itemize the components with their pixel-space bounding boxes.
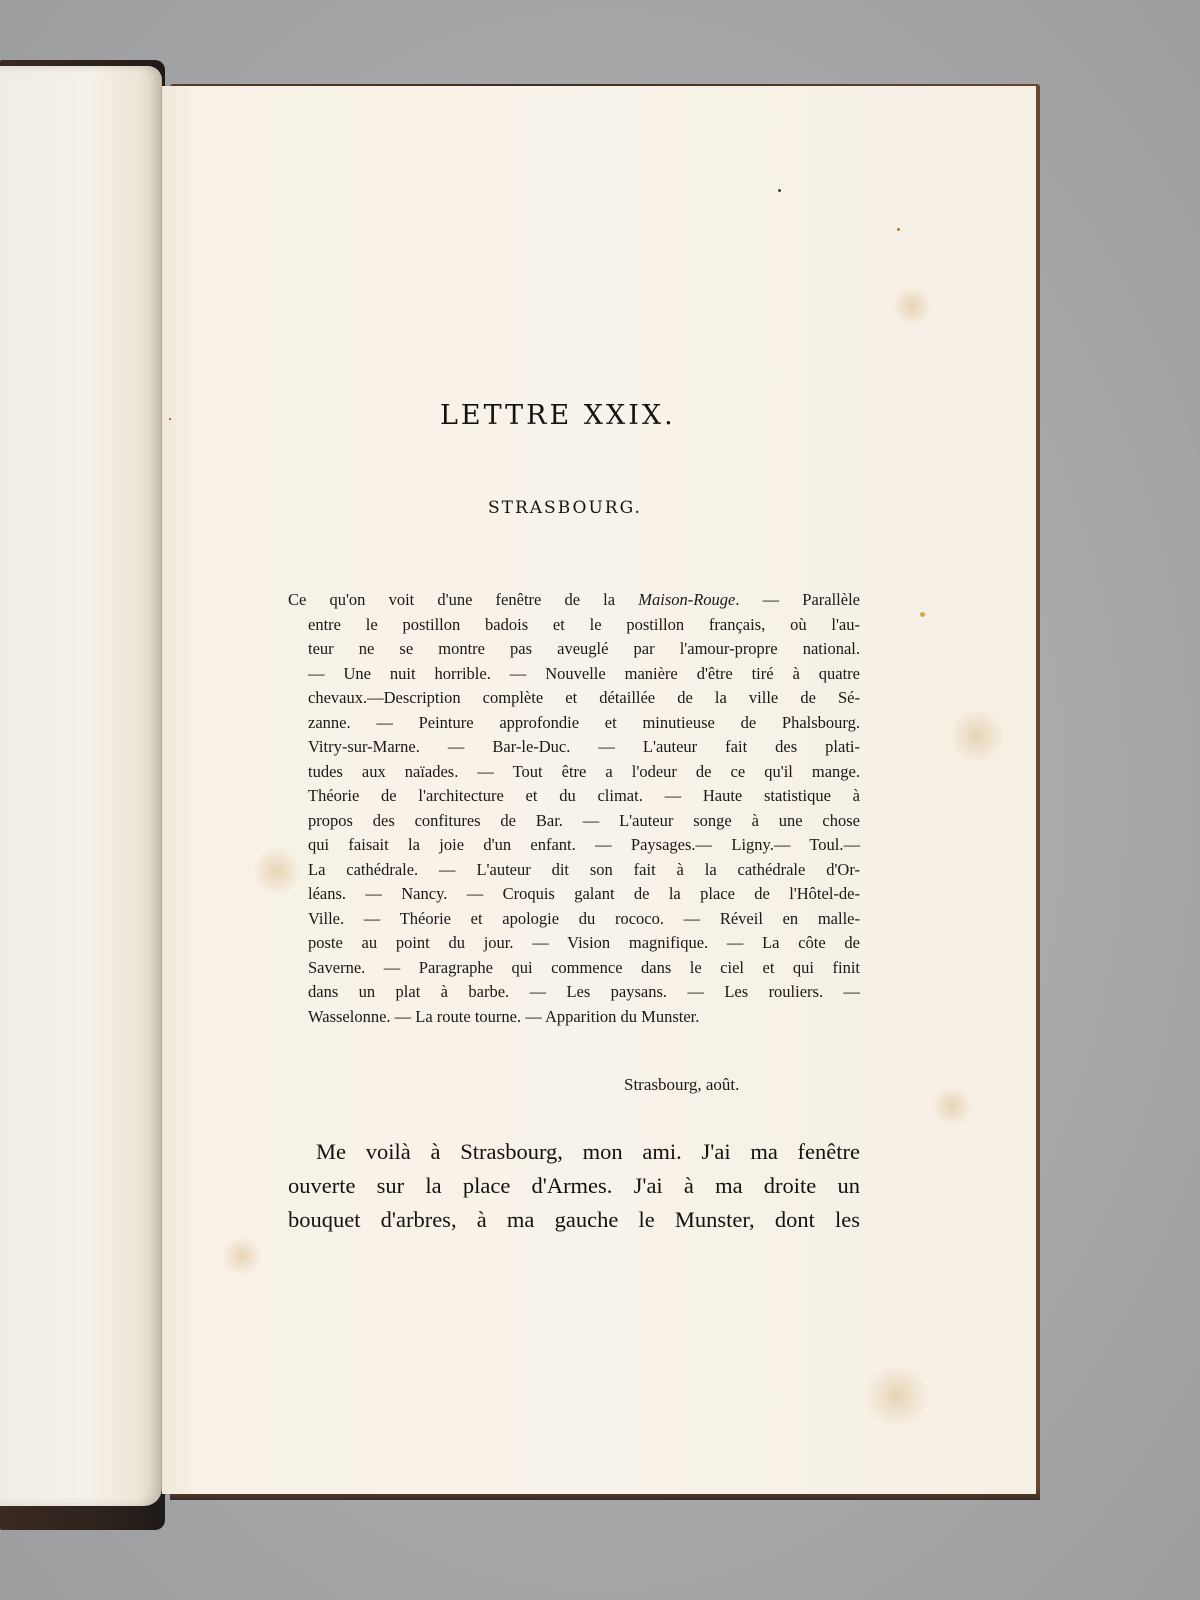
- summary-line: [288, 1005, 860, 1030]
- summary-text: . — Parallèle: [735, 590, 861, 609]
- summary-text: chevaux.—Description complète et détaillée de la ville de Sé-: [308, 688, 860, 707]
- summary-line: [288, 809, 860, 834]
- summary-line: [288, 588, 860, 613]
- summary-line: [288, 711, 860, 736]
- summary-line: [288, 686, 860, 711]
- summary-text: entre le postillon badois et le postillon français, où l'au-: [308, 614, 860, 634]
- summary-text: qui faisait la joie d'un enfant. — Paysages.— Ligny.— Toul.—: [308, 835, 860, 854]
- summary-line: [288, 735, 860, 760]
- ink-speck: [897, 228, 900, 231]
- summary-text: Ce qu'on voit d'une fenêtre de la: [288, 590, 639, 609]
- ink-speck: [920, 612, 925, 617]
- summary-emphasis: Maison-Rouge: [638, 590, 736, 609]
- summary-text: Wasselonne. — La route tourne. — Apparition du Munster.: [308, 1006, 700, 1026]
- summary-text: propos des confitures de Bar. — L'auteur songe à une chose: [308, 810, 860, 830]
- left-page: [0, 66, 162, 1506]
- body-line: Me voilà à Strasbourg, mon ami. J'ai ma fenêtre: [316, 1139, 860, 1164]
- summary-text: léans. — Nancy. — Croquis galant de la place de l'Hôtel-de-: [308, 884, 860, 903]
- summary-text: Saverne. — Paragraphe qui commence dans le ciel et qui finit: [308, 957, 860, 977]
- summary-line: [288, 760, 860, 785]
- summary-line: [288, 858, 860, 883]
- summary-text: zanne. — Peinture approfondie et minutieuse de Phalsbourg.: [308, 712, 860, 732]
- summary-text: La cathédrale. — L'auteur dit son fait à la cathédrale d'Or-: [308, 859, 860, 879]
- summary-line: [288, 882, 860, 907]
- summary-line: [288, 980, 860, 1005]
- summary-line: [288, 833, 860, 858]
- summary-text: — Une nuit horrible. — Nouvelle manière d'être tiré à quatre: [308, 663, 860, 683]
- summary-text: tudes aux naïades. — Tout être a l'odeur de ce qu'il mange.: [308, 761, 860, 781]
- dateline: Strasbourg, août.: [624, 1075, 740, 1094]
- summary-line: [288, 931, 860, 956]
- ink-speck: [169, 418, 171, 420]
- foxing-spot: [932, 1086, 972, 1126]
- summary-line: [288, 956, 860, 981]
- chapter-summary: [288, 588, 860, 1029]
- summary-line: [288, 907, 860, 932]
- foxing-spot: [222, 1236, 262, 1276]
- body-line: bouquet d'arbres, à ma gauche le Munster, dont les: [288, 1207, 860, 1232]
- summary-line: [288, 613, 860, 638]
- summary-line: [288, 637, 860, 662]
- summary-line: [288, 784, 860, 809]
- summary-text: poste au point du jour. — Vision magnifique. — La côte de: [308, 933, 860, 952]
- letter-title: LETTRE XXIX.: [440, 400, 676, 431]
- letter-subtitle: STRASBOURG.: [488, 498, 642, 518]
- foxing-spot: [952, 706, 1002, 766]
- summary-text: Théorie de l'architecture et du climat. — Haute statistique à: [308, 786, 860, 805]
- summary-text: Vitry-sur-Marne. — Bar-le-Duc. — L'auteur fait des plati-: [308, 737, 860, 756]
- summary-text: teur ne se montre pas aveuglé par l'amour-propre national.: [308, 639, 860, 658]
- foxing-spot: [892, 286, 932, 326]
- ink-speck: [778, 189, 781, 192]
- body-text: [288, 1135, 860, 1237]
- body-line: ouverte sur la place d'Armes. J'ai à ma droite un: [288, 1173, 860, 1198]
- summary-line: [288, 662, 860, 687]
- foxing-spot: [862, 1366, 932, 1426]
- summary-text: Ville. — Théorie et apologie du rococo. — Réveil en malle-: [308, 908, 860, 928]
- summary-text: dans un plat à barbe. — Les paysans. — Les rouliers. —: [308, 982, 860, 1001]
